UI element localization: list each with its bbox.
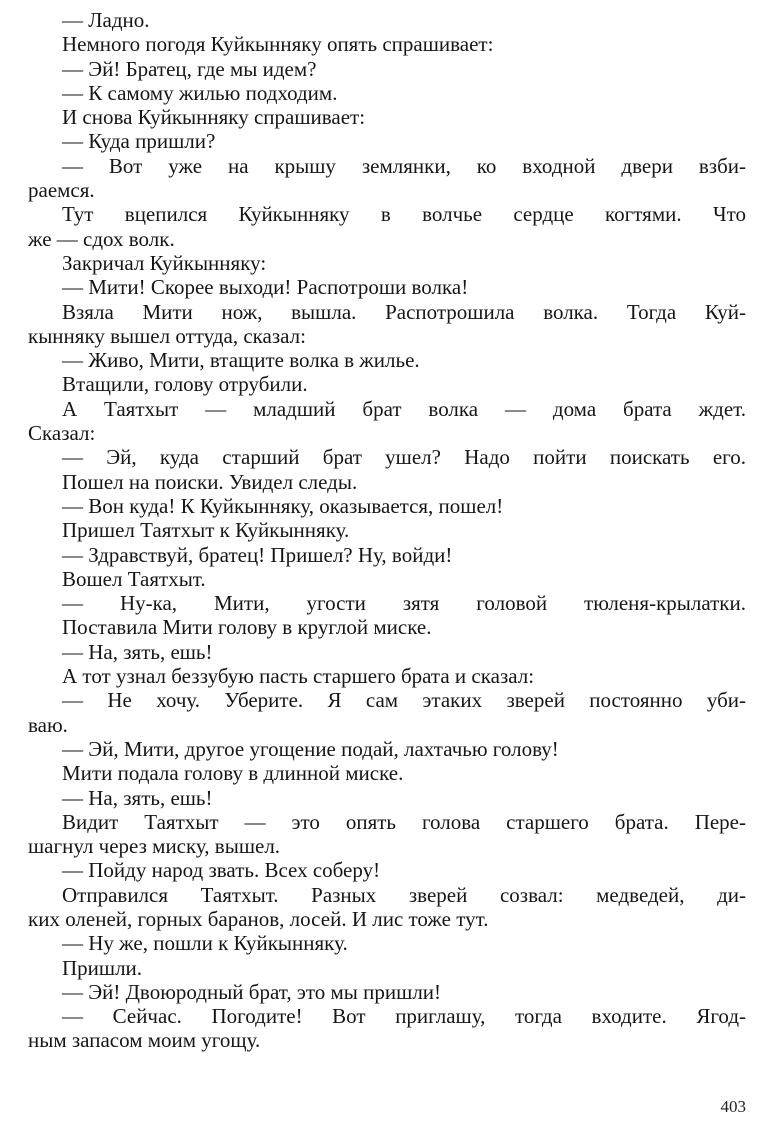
text-line: — Живо, Мити, втащите волка в жилье. <box>62 348 420 373</box>
text-line: Тут вцепился Куйкынняку в волчье сердце когтями. Что <box>62 202 746 227</box>
text-line: Вошел Таятхыт. <box>62 566 206 591</box>
text-line: Втащили, голову отрубили. <box>62 372 308 397</box>
text-line: — Мити! Скорее выходи! Распотроши волка! <box>62 275 469 300</box>
text-line: Немного погодя Куйкынняку опять спрашивает: <box>62 32 494 57</box>
page-text <box>28 8 746 1053</box>
text-line: Пришли. <box>62 955 143 980</box>
text-line: — На, зять, ешь! <box>62 785 213 810</box>
page-number: 403 <box>720 1097 746 1116</box>
text-line: Пришел Таятхыт к Куйкынняку. <box>62 518 350 543</box>
text-line: — Эй! Братец, где мы идем? <box>62 56 317 81</box>
text-line: — Не хочу. Уберите. Я сам этаких зверей постоянно уби- <box>62 688 746 713</box>
text-line: Поставила Мити голову в круглой миске. <box>62 615 432 640</box>
text-line: кынняку вышел оттуда, сказал: <box>28 323 306 348</box>
text-line: — Здравствуй, братец! Пришел? Ну, войди! <box>62 542 453 567</box>
text-line: Пошел на поиски. Увидел следы. <box>62 469 358 494</box>
text-line: — Ну же, пошли к Куйкынняку. <box>62 931 348 956</box>
text-line: — Ну-ка, Мити, угости зятя головой тюленя-крылатки. <box>62 591 746 616</box>
text-line: ваю. <box>28 712 68 737</box>
text-line: раемся. <box>28 178 95 203</box>
text-line: А Таятхыт — младший брат волка — дома брата ждет. <box>62 396 746 421</box>
text-line: — Эй, куда старший брат ушел? Надо пойти поискать его. <box>62 445 746 470</box>
text-line: — Вон куда! К Куйкынняку, оказывается, пошел! <box>62 493 504 518</box>
text-line: — Эй! Двоюродный брат, это мы пришли! <box>62 979 442 1004</box>
text-line: Взяла Мити нож, вышла. Распотрошила волка. Тогда Куй- <box>62 299 746 324</box>
text-line: Видит Таятхыт — это опять голова старшего брата. Пере- <box>62 809 746 834</box>
text-line: — Эй, Мити, другое угощение подай, лахтачью голову! <box>62 736 559 761</box>
text-line: — Ладно. <box>62 8 150 32</box>
text-line: Закричал Куйкынняку: <box>62 250 267 275</box>
text-line: Отправился Таятхыт. Разных зверей созвал: медведей, ди- <box>62 882 746 907</box>
text-line: Сказал: <box>28 421 96 446</box>
text-line: — На, зять, ешь! <box>62 639 213 664</box>
text-line: — К самому жилью подходим. <box>62 80 338 105</box>
text-line: же — сдох волк. <box>28 226 175 251</box>
text-line: — Пойду народ звать. Всех соберу! <box>62 858 381 883</box>
text-line: шагнул через миску, вышел. <box>28 834 281 859</box>
text-line: — Вот уже на крышу землянки, ко входной двери взби- <box>62 153 746 178</box>
text-line: ких оленей, горных баранов, лосей. И лис тоже тут. <box>28 906 489 931</box>
text-line: — Сейчас. Погодите! Вот приглашу, тогда входите. Ягод- <box>62 1004 746 1029</box>
text-line: — Куда пришли? <box>62 129 216 154</box>
text-line: И снова Куйкынняку спрашивает: <box>62 105 366 130</box>
text-line: ным запасом моим угощу. <box>28 1028 261 1053</box>
text-line: А тот узнал беззубую пасть старшего брата и сказал: <box>62 664 535 689</box>
text-line: Мити подала голову в длинной миске. <box>62 761 404 786</box>
